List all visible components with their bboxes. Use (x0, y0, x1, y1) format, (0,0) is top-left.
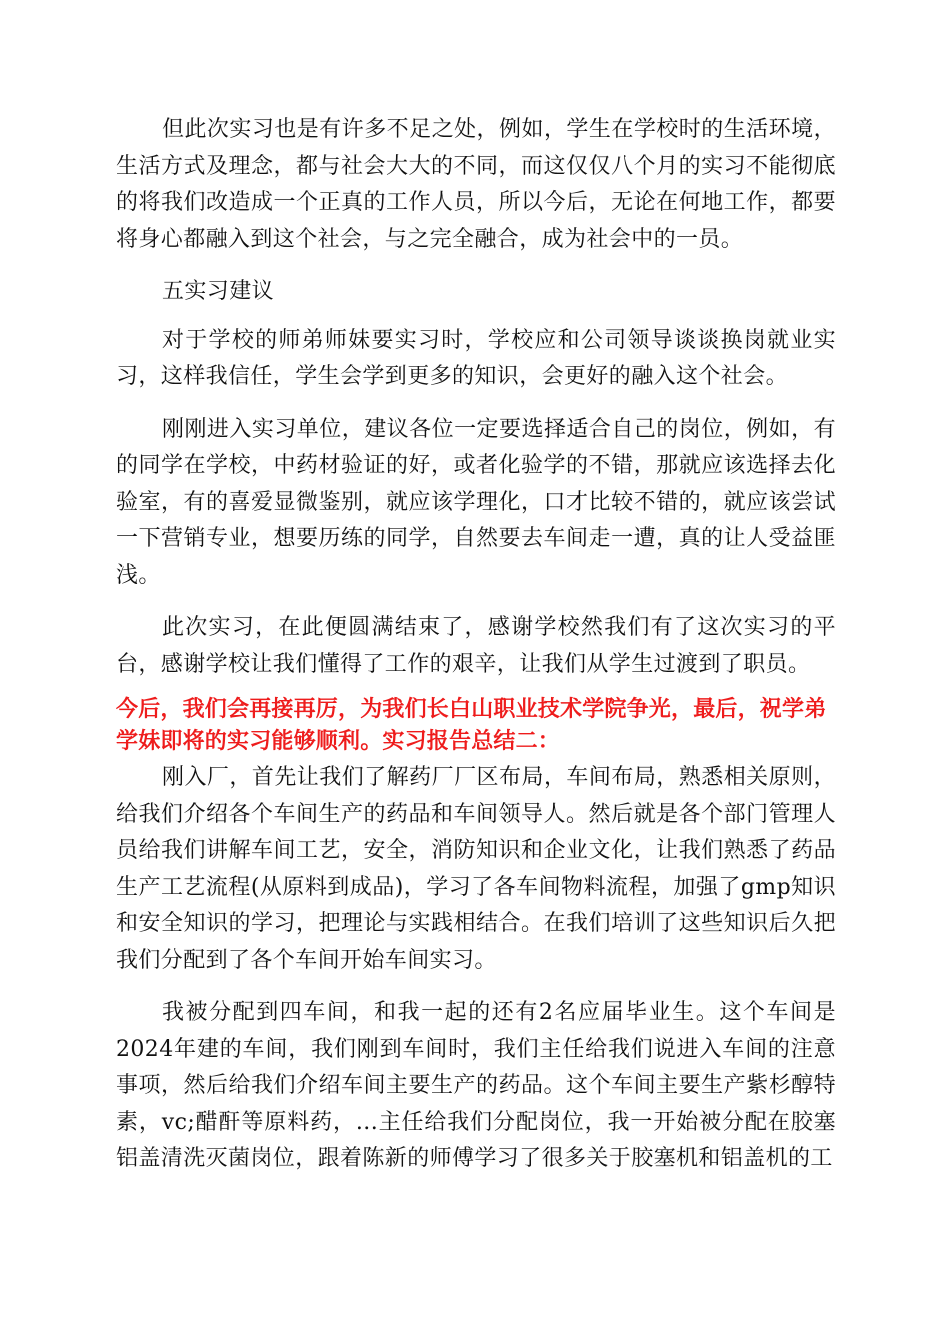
highlighted-paragraph: 今后，我们会再接再厉，为我们长白山职业技术学院争光，最后，祝学弟学妹即将的实习能够顺利。实习报告总结二： (116, 697, 827, 754)
paragraph-factory-intro: 刚入厂，首先让我们了解药厂厂区布局，车间布局，熟悉相关原则，给我们介绍各个车间生产的药品和车间领导人。然后就是各个部门管理人员给我们讲解车间工艺，安全，消防知识和企业文化，让我们熟悉了药品生产工艺流程(从原料到成品)，学习了各车间物料流程，加强了gmp知识和安全知识的学习，把理论与实践相结合。在我们培训了这些知识后久把我们分配到了各个车间开始车间实习。 (116, 765, 836, 973)
paragraph-workshop-assignment: 我被分配到四车间，和我一起的还有2名应届毕业生。这个车间是2024年建的车间，我们刚到车间时，我们主任给我们说进入车间的注意事项，然后给我们介绍车间主要生产的药品。这个车间主要生产紫杉醇特素，vc;醋酐等原料药，...主任给我们分配岗位，我一开始被分配在胶塞铝盖清洗灭菌岗位，跟着陈新的师傅学习了很多关于胶塞机和铝盖机的工 (116, 1000, 836, 1171)
paragraph-shortcomings: 但此次实习也是有许多不足之处，例如，学生在学校时的生活环境，生活方式及理念，都与社会大大的不同，而这仅仅八个月的实习不能彻底的将我们改造成一个正真的工作人员，所以今后，无论在何地工作，都要将身心都融入到这个社会，与之完全融合，成为社会中的一员。 (116, 117, 836, 252)
paragraph-suggestion-position: 刚刚进入实习单位，建议各位一定要选择适合自己的岗位，例如，有的同学在学校，中药材验证的好，或者化验学的不错，那就应该选择去化验室，有的喜爱显微鉴别，就应该学理化，口才比较不错的，就应该尝试一下营销专业，想要历练的同学，自然要去车间走一遭，真的让人受益匪浅。 (116, 416, 836, 588)
document-page (116, 112, 836, 1178)
paragraph-conclusion: 此次实习，在此便圆满结束了，感谢学校然我们有了这次实习的平台，感谢学校让我们懂得了工作的艰辛，让我们从学生过渡到了职员。 (116, 615, 836, 677)
paragraph-suggestion-school: 对于学校的师弟师妹要实习时，学校应和公司领导谈谈换岗就业实习，这样我信任，学生会学到更多的知识，会更好的融入这个社会。 (116, 327, 836, 389)
section-heading-suggestions: 五实习建议 (162, 279, 275, 304)
